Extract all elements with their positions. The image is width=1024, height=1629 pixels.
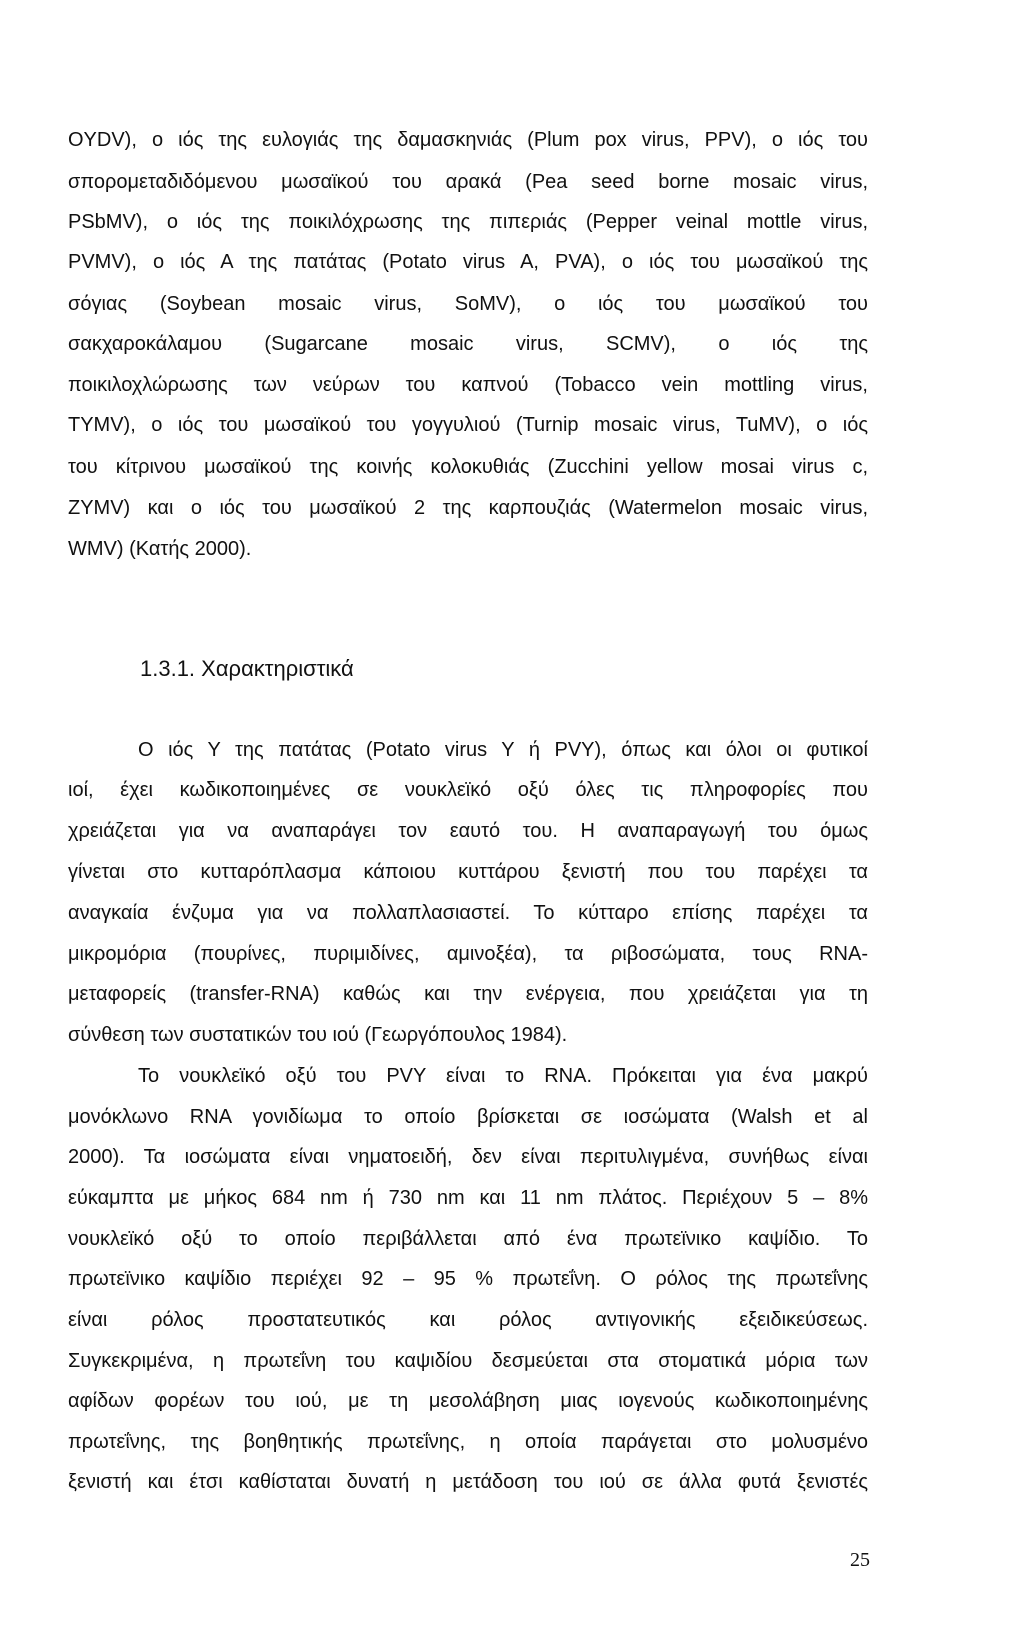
paragraph-1-line-1: Ο ιός Υ της πατάτας (Potato virus Y ή PVY), όπως και όλοι οι φυτικοί bbox=[138, 739, 868, 761]
paragraph-1-line-3: χρειάζεται για να αναπαράγει τον εαυτό του. Η αναπαραγωγή του όμως bbox=[68, 820, 868, 842]
text-line-8: TYMV), ο ιός του μωσαϊκού του γογγυλιού (Turnip mosaic virus, TuMV), ο ιός bbox=[68, 414, 868, 436]
text-line-5: σόγιας (Soybean mosaic virus, SoMV), ο ιός του μωσαϊκού του bbox=[68, 293, 868, 315]
text-line-7: ποικιλοχλώρωσης των νεύρων του καπνού (Tobacco vein mottling virus, bbox=[68, 374, 868, 396]
paragraph-2-line-8: Συγκεκριμένα, η πρωτεΐνη του καψιδίου δεσμεύεται στα στοματικά μόρια των bbox=[68, 1350, 868, 1372]
paragraph-2-line-6: πρωτεϊνικο καψίδιο περιέχει 92 – 95 % πρωτεΐνη. Ο ρόλος της πρωτεΐνης bbox=[68, 1268, 868, 1290]
text-line-4: PVMV), ο ιός Α της πατάτας (Potato virus A, PVA), ο ιός του μωσαϊκού της bbox=[68, 251, 868, 273]
paragraph-1-line-2: ιοί, έχει κωδικοποιημένες σε νουκλεϊκό οξύ όλες τις πληροφορίες που bbox=[68, 779, 868, 801]
text-line-10: ZYMV) και ο ιός του μωσαϊκού 2 της καρπουζιάς (Watermelon mosaic virus, bbox=[68, 497, 868, 519]
text-line-2: σπορομεταδιδόμενου μωσαϊκού του αρακά (Pea seed borne mosaic virus, bbox=[68, 171, 868, 193]
text-line-11: WMV) (Κατής 2000). bbox=[68, 538, 252, 560]
paragraph-2-line-7: είναι ρόλος προστατευτικός και ρόλος αντιγονικής εξειδικεύσεως. bbox=[68, 1309, 868, 1331]
text-line-6: σακχαροκάλαμου (Sugarcane mosaic virus, SCMV), ο ιός της bbox=[68, 333, 868, 355]
paragraph-2-line-3: 2000). Τα ιοσώματα είναι νηματοειδή, δεν είναι περιτυλιγμένα, συνήθως είναι bbox=[68, 1146, 868, 1168]
paragraph-2-line-1: Το νουκλεϊκό οξύ του PVY είναι το RNA. Πρόκειται για ένα μακρύ bbox=[138, 1065, 868, 1087]
paragraph-2-line-4: εύκαμπτα με μήκος 684 nm ή 730 nm και 11 nm πλάτος. Περιέχουν 5 – 8% bbox=[68, 1187, 868, 1209]
paragraph-1-line-7: μεταφορείς (transfer-RNA) καθώς και την ενέργεια, που χρειάζεται για τη bbox=[68, 983, 868, 1005]
paragraph-1-line-6: μικρομόρια (πουρίνες, πυριμιδίνες, αμινοξέα), τα ριβοσώματα, τους RNA- bbox=[68, 943, 868, 965]
text-line-3: PSbMV), ο ιός της ποικιλόχρωσης της πιπεριάς (Pepper veinal mottle virus, bbox=[68, 211, 868, 233]
paragraph-1-line-4: γίνεται στο κυτταρόπλασμα κάποιου κυττάρου ξενιστή που του παρέχει τα bbox=[68, 861, 868, 883]
section-heading: 1.3.1. Χαρακτηριστικά bbox=[140, 657, 354, 681]
paragraph-1-line-8: σύνθεση των συστατικών του ιού (Γεωργόπουλος 1984). bbox=[68, 1024, 568, 1046]
paragraph-2-line-2: μονόκλωνο RNA γονιδίωμα το οποίο βρίσκεται σε ιοσώματα (Walsh et al bbox=[68, 1106, 868, 1128]
page-number: 25 bbox=[850, 1549, 870, 1571]
paragraph-2-line-9: αφίδων φορέων του ιού, με τη μεσολάβηση μιας ιογενούς κωδικοποιημένης bbox=[68, 1390, 868, 1412]
paragraph-1-line-5: αναγκαία ένζυμα για να πολλαπλασιαστεί. Το κύτταρο επίσης παρέχει τα bbox=[68, 902, 868, 924]
paragraph-2-line-10: πρωτεΐνης, της βοηθητικής πρωτεΐνης, η οποία παράγεται στο μολυσμένο bbox=[68, 1431, 868, 1453]
paragraph-2-line-5: νουκλεϊκό οξύ το οποίο περιβάλλεται από ένα πρωτεϊνικο καψίδιο. Το bbox=[68, 1228, 868, 1250]
text-line-9: του κίτρινου μωσαϊκού της κοινής κολοκυθιάς (Zucchini yellow mosai virus c, bbox=[68, 456, 868, 478]
paragraph-2-line-11: ξενιστή και έτσι καθίσταται δυνατή η μετάδοση του ιού σε άλλα φυτά ξενιστές bbox=[68, 1471, 868, 1493]
text-line-1: OYDV), ο ιός της ευλογιάς της δαμασκηνιάς (Plum pox virus, PPV), ο ιός του bbox=[68, 129, 868, 151]
